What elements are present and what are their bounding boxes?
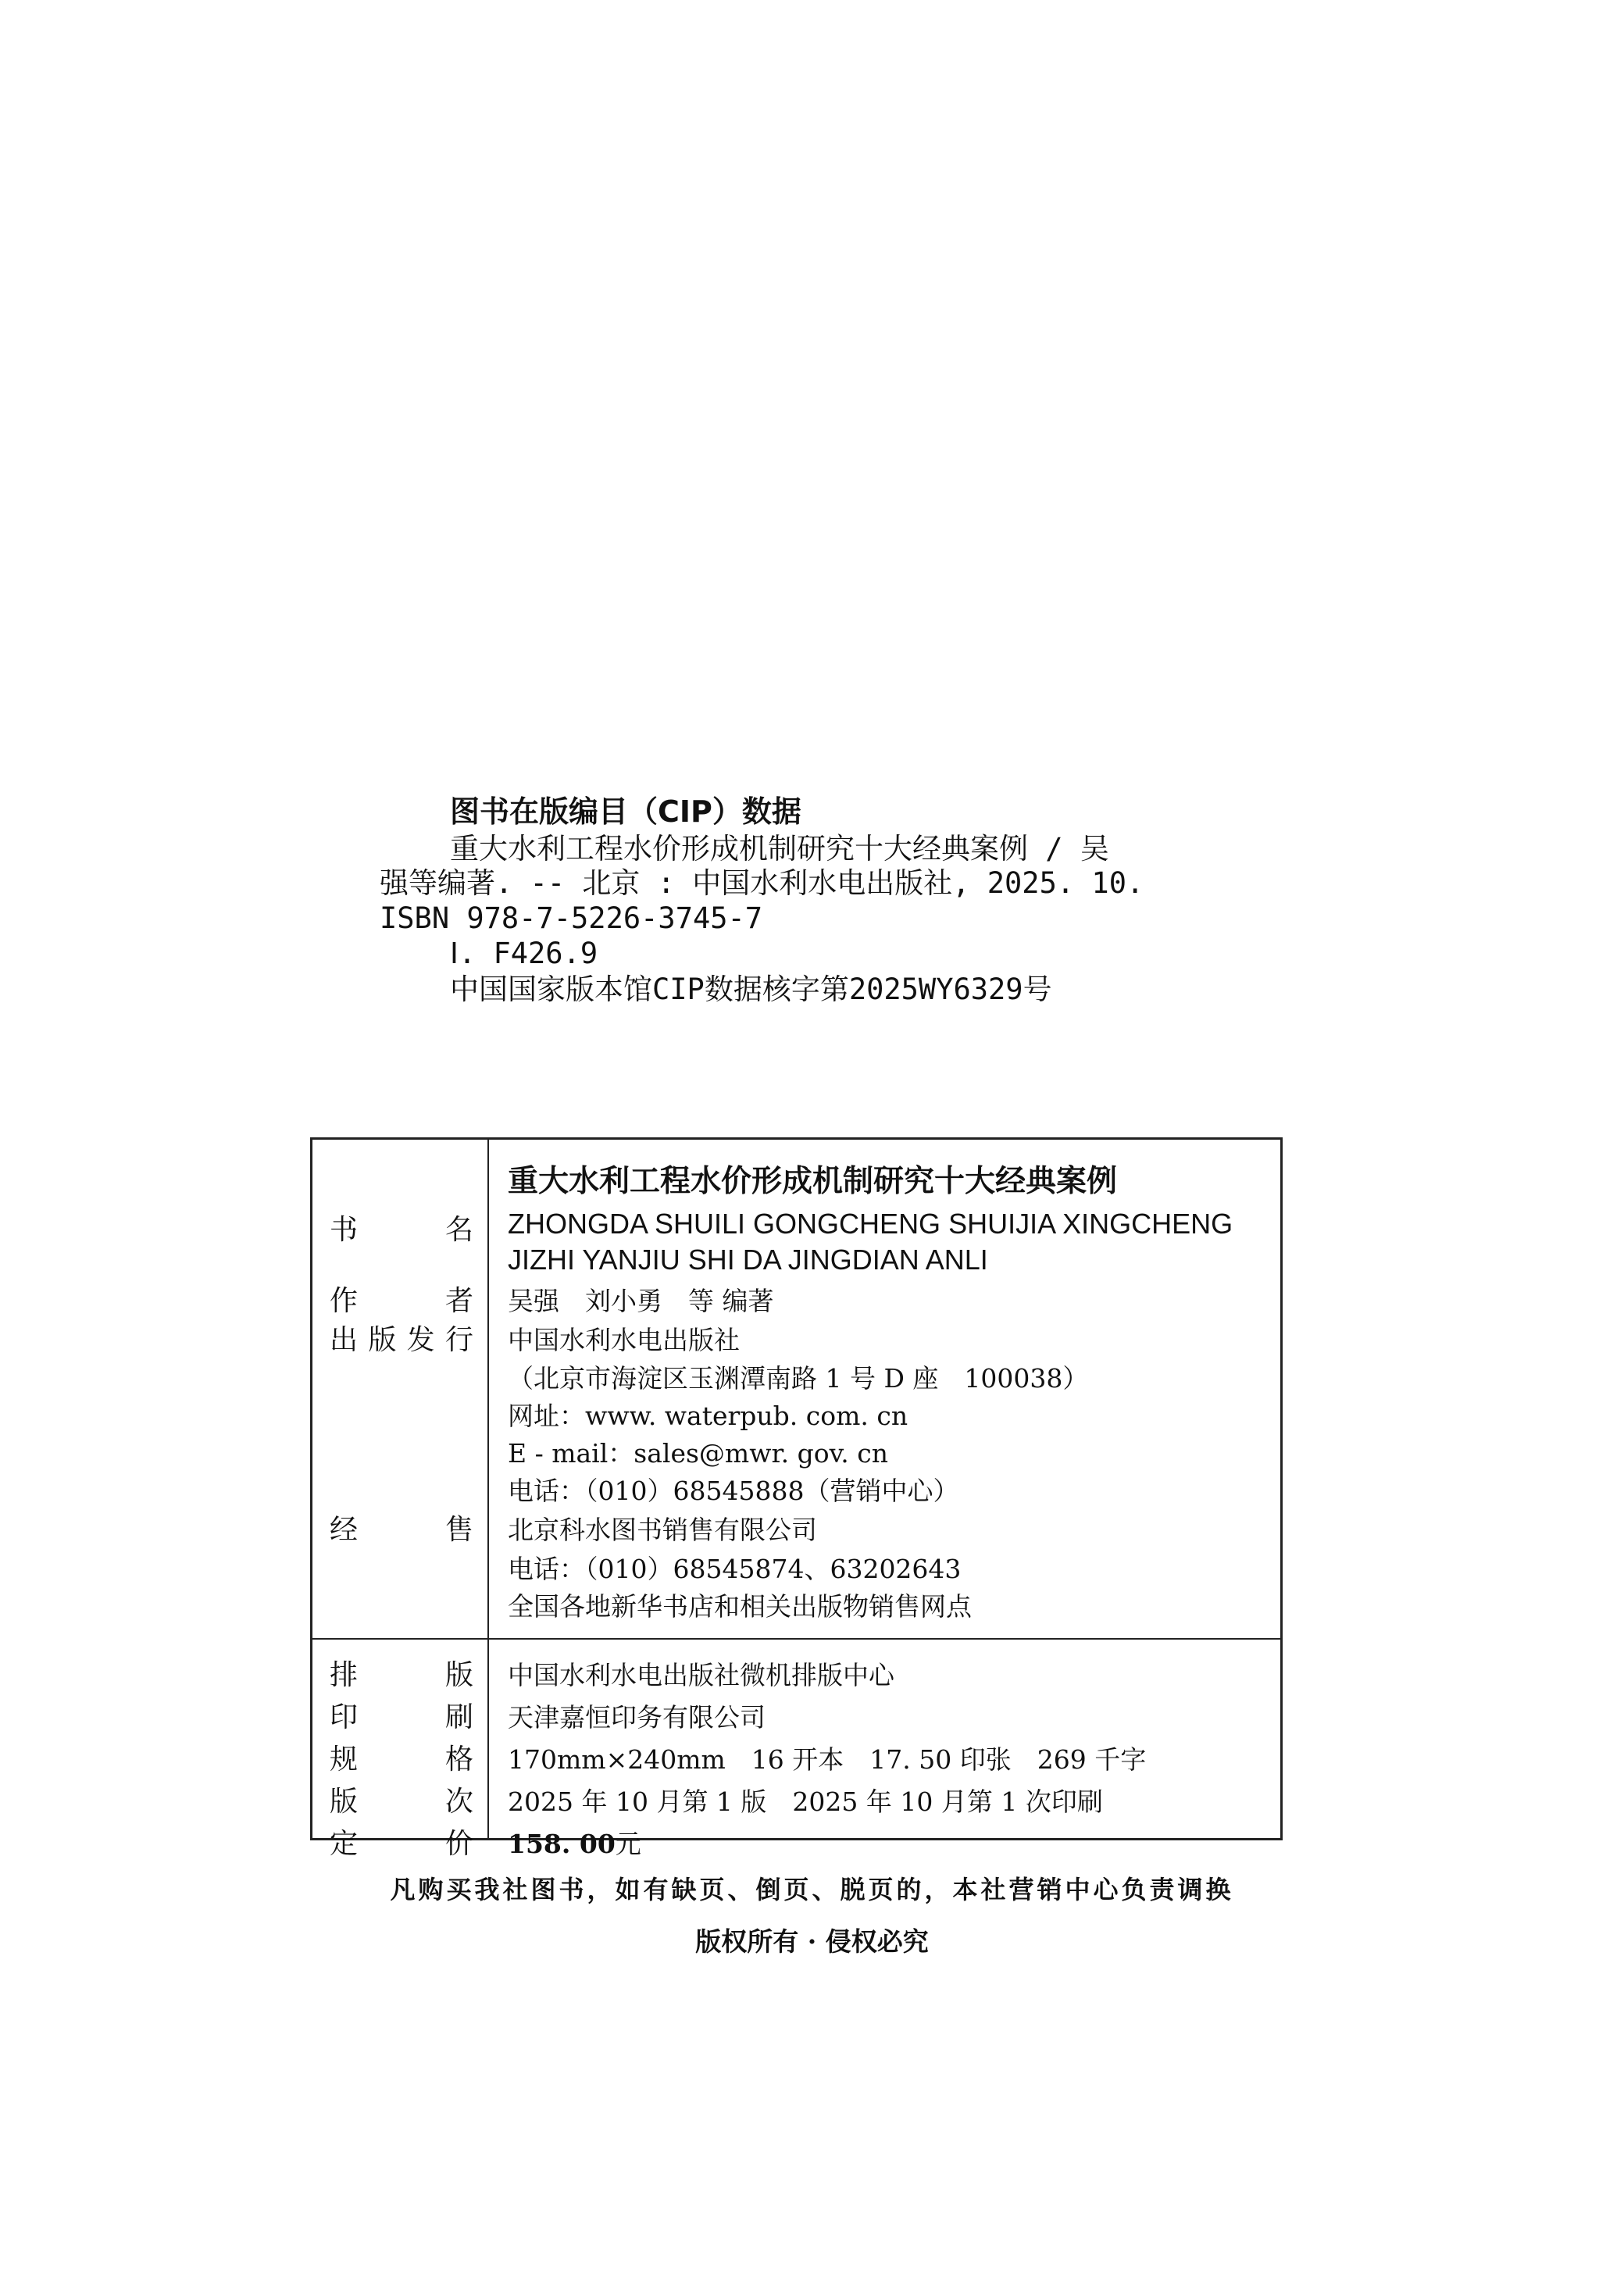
specification-value: 170mm×240mm 16 开本 17. 50 印张 269 千字: [508, 1744, 1147, 1775]
section-divider: [312, 1638, 1280, 1640]
publisher-phone: 电话：（010）68545888（营销中心）: [508, 1476, 959, 1506]
distributor-network: 全国各地新华书店和相关出版物销售网点: [508, 1591, 972, 1622]
column-divider: [487, 1140, 489, 1838]
label-printing: 印 刷: [330, 1701, 473, 1733]
author-value: 吴强 刘小勇 等 编著: [508, 1286, 774, 1316]
cip-line-title-author: 重大水利工程水价形成机制研究十大经典案例 / 吴: [450, 832, 1109, 866]
label-author: 作 者: [330, 1285, 473, 1317]
printing-value: 天津嘉恒印务有限公司: [508, 1702, 766, 1733]
label-typesetting: 排 版: [330, 1659, 473, 1691]
price-amount: 158. 00: [508, 1829, 616, 1859]
typesetting-value: 中国水利水电出版社微机排版中心: [508, 1660, 894, 1690]
label-publisher: 出 版 发 行: [330, 1324, 473, 1356]
label-edition: 版 次: [330, 1786, 473, 1818]
book-title-pinyin-line2: JIZHI YANJIU SHI DA JINGDIAN ANLI: [508, 1244, 988, 1276]
label-price: 定 价: [330, 1828, 473, 1860]
imprint-table: [310, 1137, 1283, 1860]
edition-value: 2025 年 10 月第 1 版 2025 年 10 月第 1 次印刷: [508, 1786, 1103, 1817]
label-specification: 规 格: [330, 1744, 473, 1776]
distributor-phone: 电话：（010）68545874、63202643: [508, 1554, 962, 1584]
publisher-address: （北京市海淀区玉渊潭南路 1 号 D 座 100038）: [508, 1363, 1089, 1394]
cip-title: 图书在版编目（CIP）数据: [450, 794, 801, 829]
cip-line-publication: 强等编著. -- 北京 : 中国水利水电出版社, 2025. 10.: [380, 866, 1144, 900]
price-value: [508, 1827, 641, 1861]
label-book-name: 书 名: [330, 1214, 473, 1246]
cip-line-classification: Ⅰ. F426.9: [450, 937, 598, 970]
label-distributor: 经 售: [330, 1514, 473, 1546]
book-title-cn: 重大水利工程水价形成机制研究十大经典案例: [508, 1164, 1118, 1199]
cip-line-isbn: ISBN 978-7-5226-3745-7: [380, 901, 763, 935]
copyright-notice: 版权所有 · 侵权必究: [695, 1926, 929, 1957]
exchange-notice: 凡购买我社图书，如有缺页、倒页、脱页的，本社营销中心负责调换: [390, 1875, 1234, 1904]
distributor-name: 北京科水图书销售有限公司: [508, 1515, 817, 1545]
book-title-pinyin-line1: ZHONGDA SHUILI GONGCHENG SHUIJIA XINGCHENG: [508, 1208, 1233, 1240]
publisher-email: E - mail：sales@mwr. gov. cn: [508, 1438, 889, 1469]
publisher-website: 网址：www. waterpub. com. cn: [508, 1401, 908, 1431]
cip-line-record-number: 中国国家版本馆CIP数据核字第2025WY6329号: [450, 973, 1052, 1006]
publisher-name: 中国水利水电出版社: [508, 1325, 740, 1355]
price-unit: 元: [615, 1829, 641, 1859]
